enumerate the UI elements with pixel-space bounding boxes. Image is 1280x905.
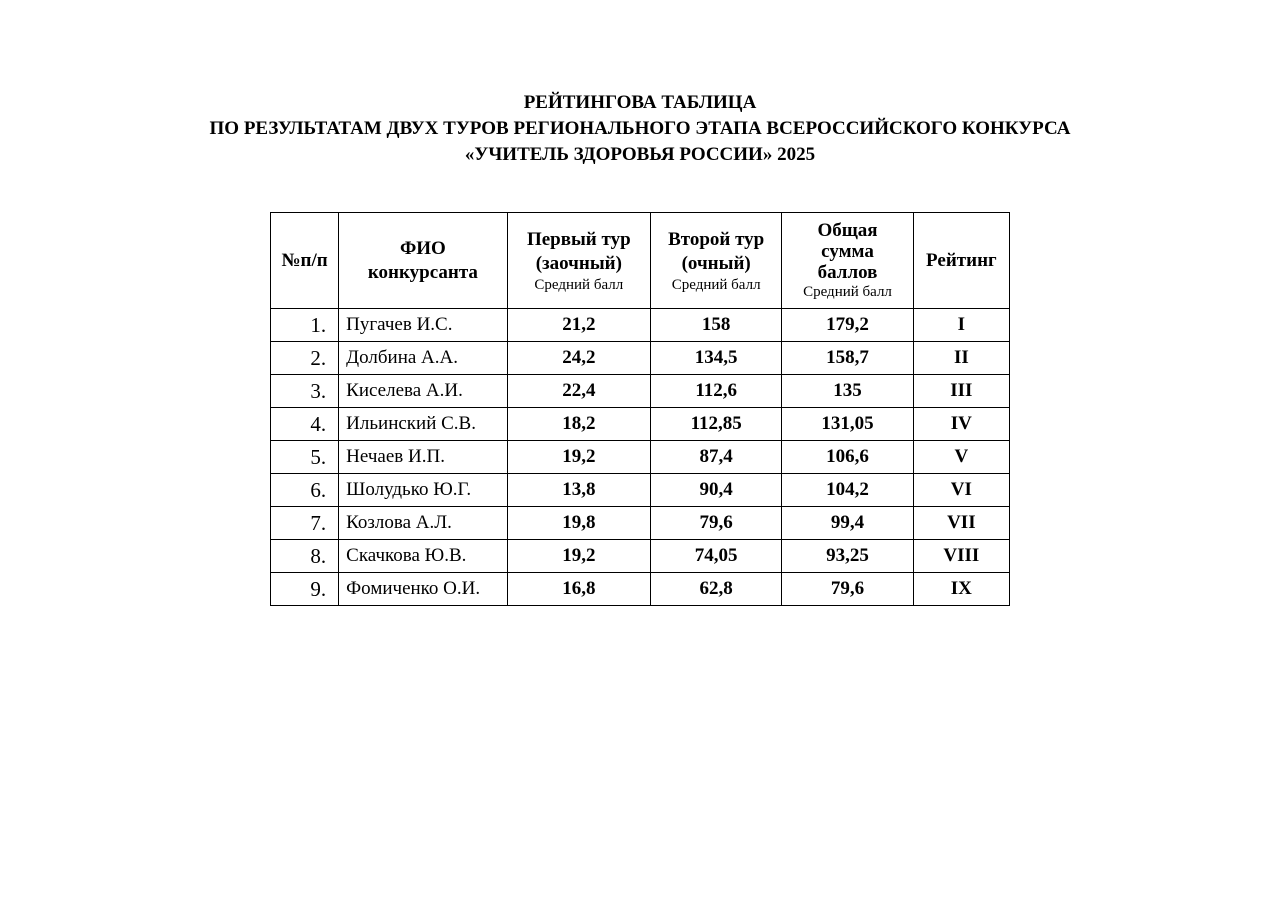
cell-name: Пугачев И.С. — [339, 309, 507, 342]
cell-rank: I — [913, 309, 1009, 342]
cell-num: 8. — [271, 540, 339, 573]
header-row — [271, 213, 1010, 309]
header-first-line-1: Первый тур — [526, 228, 631, 250]
header-total-sub: Средний балл — [803, 284, 892, 300]
cell-first: 18,2 — [507, 408, 650, 441]
header-num-label: №п/п — [281, 249, 328, 271]
header-total-line-1: Общая — [817, 220, 878, 241]
cell-name: Шолудько Ю.Г. — [339, 474, 507, 507]
header-total-line-2: сумма — [821, 241, 874, 262]
cell-first: 22,4 — [507, 375, 650, 408]
header-first-line-2: (заочный) — [535, 252, 622, 274]
header-total — [782, 213, 913, 309]
cell-rank: III — [913, 375, 1009, 408]
document-title — [0, 90, 1280, 168]
cell-num: 7. — [271, 507, 339, 540]
cell-rank: IV — [913, 408, 1009, 441]
cell-second: 79,6 — [651, 507, 782, 540]
cell-total: 179,2 — [782, 309, 913, 342]
header-rank-label: Рейтинг — [926, 249, 997, 271]
header-first-sub: Средний балл — [534, 276, 624, 293]
header-num — [271, 213, 339, 309]
header-second-sub: Средний балл — [671, 276, 761, 293]
table-row — [271, 375, 1010, 408]
cell-name: Долбина А.А. — [339, 342, 507, 375]
cell-name: Ильинский С.В. — [339, 408, 507, 441]
table-row — [271, 342, 1010, 375]
cell-num: 6. — [271, 474, 339, 507]
title-line-1: РЕЙТИНГОВА ТАБЛИЦА — [523, 92, 757, 113]
cell-rank: IX — [913, 573, 1009, 606]
cell-rank: II — [913, 342, 1009, 375]
table-row — [271, 408, 1010, 441]
cell-total: 131,05 — [782, 408, 913, 441]
table-row — [271, 309, 1010, 342]
cell-first: 24,2 — [507, 342, 650, 375]
cell-second: 62,8 — [651, 573, 782, 606]
cell-num: 5. — [271, 441, 339, 474]
cell-num: 9. — [271, 573, 339, 606]
header-second-round — [651, 213, 782, 309]
cell-second: 90,4 — [651, 474, 782, 507]
table-row — [271, 573, 1010, 606]
table-row — [271, 441, 1010, 474]
header-name-line-2: конкурсанта — [367, 261, 478, 283]
cell-num: 2. — [271, 342, 339, 375]
header-name-line-1: ФИО — [399, 237, 446, 259]
cell-num: 1. — [271, 309, 339, 342]
header-second-line-1: Второй тур — [668, 228, 765, 250]
cell-second: 158 — [651, 309, 782, 342]
cell-second: 74,05 — [651, 540, 782, 573]
cell-first: 19,8 — [507, 507, 650, 540]
cell-total: 135 — [782, 375, 913, 408]
cell-total: 99,4 — [782, 507, 913, 540]
cell-name: Киселева А.И. — [339, 375, 507, 408]
header-total-line-3: баллов — [817, 262, 878, 283]
cell-second: 134,5 — [651, 342, 782, 375]
cell-rank: VIII — [913, 540, 1009, 573]
cell-second: 112,85 — [651, 408, 782, 441]
cell-name: Нечаев И.П. — [339, 441, 507, 474]
header-first-round — [507, 213, 650, 309]
title-line-2: ПО РЕЗУЛЬТАТАМ ДВУХ ТУРОВ РЕГИОНАЛЬНОГО ЭТАПА ВСЕРОССИЙСКОГО КОНКУРСА — [209, 118, 1071, 139]
cell-first: 19,2 — [507, 441, 650, 474]
cell-name: Скачкова Ю.В. — [339, 540, 507, 573]
cell-second: 112,6 — [651, 375, 782, 408]
cell-name: Козлова А.Л. — [339, 507, 507, 540]
cell-num: 4. — [271, 408, 339, 441]
cell-first: 16,8 — [507, 573, 650, 606]
cell-num: 3. — [271, 375, 339, 408]
cell-total: 158,7 — [782, 342, 913, 375]
cell-name: Фомиченко О.И. — [339, 573, 507, 606]
cell-total: 79,6 — [782, 573, 913, 606]
title-line-3: «УЧИТЕЛЬ ЗДОРОВЬЯ РОССИИ» 2025 — [464, 144, 816, 165]
cell-second: 87,4 — [651, 441, 782, 474]
cell-rank: VII — [913, 507, 1009, 540]
cell-first: 19,2 — [507, 540, 650, 573]
header-rank — [913, 213, 1009, 309]
cell-total: 106,6 — [782, 441, 913, 474]
header-name — [339, 213, 507, 309]
rating-table — [270, 212, 1010, 606]
header-second-line-2: (очный) — [681, 252, 751, 274]
cell-rank: VI — [913, 474, 1009, 507]
cell-total: 104,2 — [782, 474, 913, 507]
table-row — [271, 540, 1010, 573]
cell-first: 21,2 — [507, 309, 650, 342]
table-row — [271, 507, 1010, 540]
cell-total: 93,25 — [782, 540, 913, 573]
table-row — [271, 474, 1010, 507]
cell-first: 13,8 — [507, 474, 650, 507]
cell-rank: V — [913, 441, 1009, 474]
